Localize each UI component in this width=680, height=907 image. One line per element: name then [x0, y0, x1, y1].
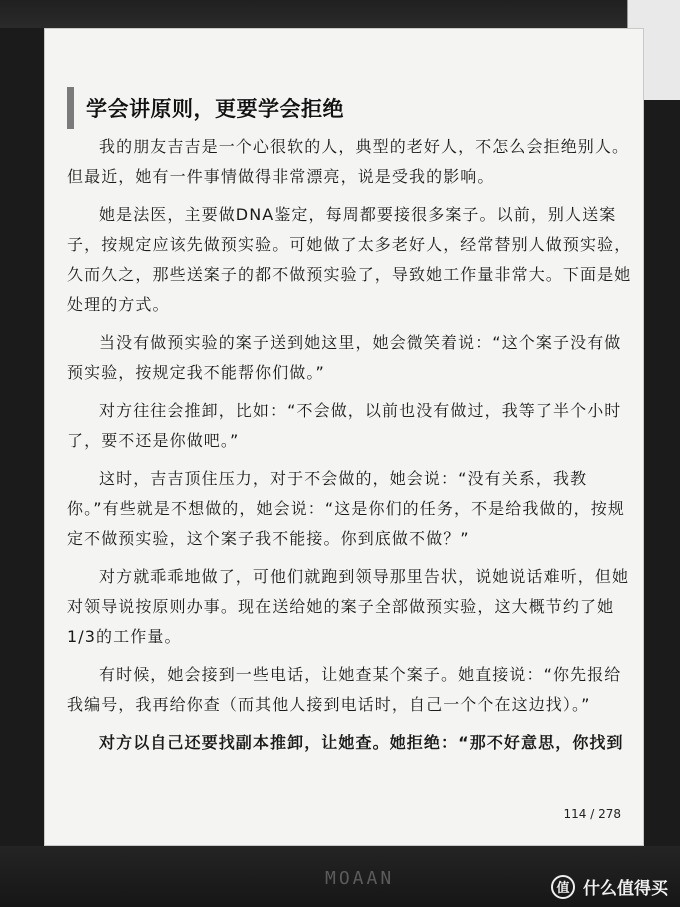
watermark-text: 什么值得买 — [583, 879, 668, 899]
paragraph: 这时，吉吉顶住压力，对于不会做的，她会说：“没有关系，我教你。”有些就是不想做的，她会说：“这是你们的任务，不是给我做的，按规定不做预实验，这个案子我不能接。你到底做不做？” — [67, 469, 625, 548]
page-body — [67, 132, 637, 766]
ereader-screen[interactable] — [44, 28, 644, 846]
watermark-icon: 值 — [551, 875, 575, 899]
paragraph: 当没有做预实验的案子送到她这里，她会微笑着说：“这个案子没有做预实验，按规定我不能帮你们做。” — [67, 333, 622, 382]
chapter-marker-bar — [67, 87, 74, 129]
paragraph: 有时候，她会接到一些电话，让她查某个案子。她直接说：“你先报给我编号，我再给你查（而其他人接到电话时，自己一个个在这边找）。” — [67, 665, 622, 714]
device-brand-logo: MOAAN — [325, 868, 395, 889]
paragraph-bold: 对方以自己还要找副本推卸，让她查。她拒绝：“那不好意思，你找到 — [99, 733, 624, 752]
watermark — [551, 874, 668, 899]
chapter-title: 学会讲原则，更要学会拒绝 — [86, 97, 344, 121]
device-top-bezel — [0, 0, 680, 28]
paragraph: 对方往往会推卸，比如：“不会做，以前也没有做过，我等了半个小时了，要不还是你做吧。” — [67, 401, 622, 450]
paragraph: 我的朋友吉吉是一个心很软的人，典型的老好人，不怎么会拒绝别人。但最近，她有一件事情做得非常漂亮，说是受我的影响。 — [67, 137, 630, 186]
chapter-heading — [67, 87, 344, 129]
page-indicator: 114 / 278 — [563, 807, 621, 821]
paragraph: 对方就乖乖地做了，可他们就跑到领导那里告状，说她说话难听，但她对领导说按原则办事。现在送给她的案子全部做预实验，这大概节约了她1/3的工作量。 — [67, 567, 630, 646]
paragraph: 她是法医，主要做DNA鉴定，每周都要接很多案子。以前，别人送案子，按规定应该先做预实验。可她做了太多老好人，经常替别人做预实验，久而久之，那些送案子的都不做预实验了，导致她工作量非常大。下面是她处理的方式。 — [67, 205, 632, 314]
